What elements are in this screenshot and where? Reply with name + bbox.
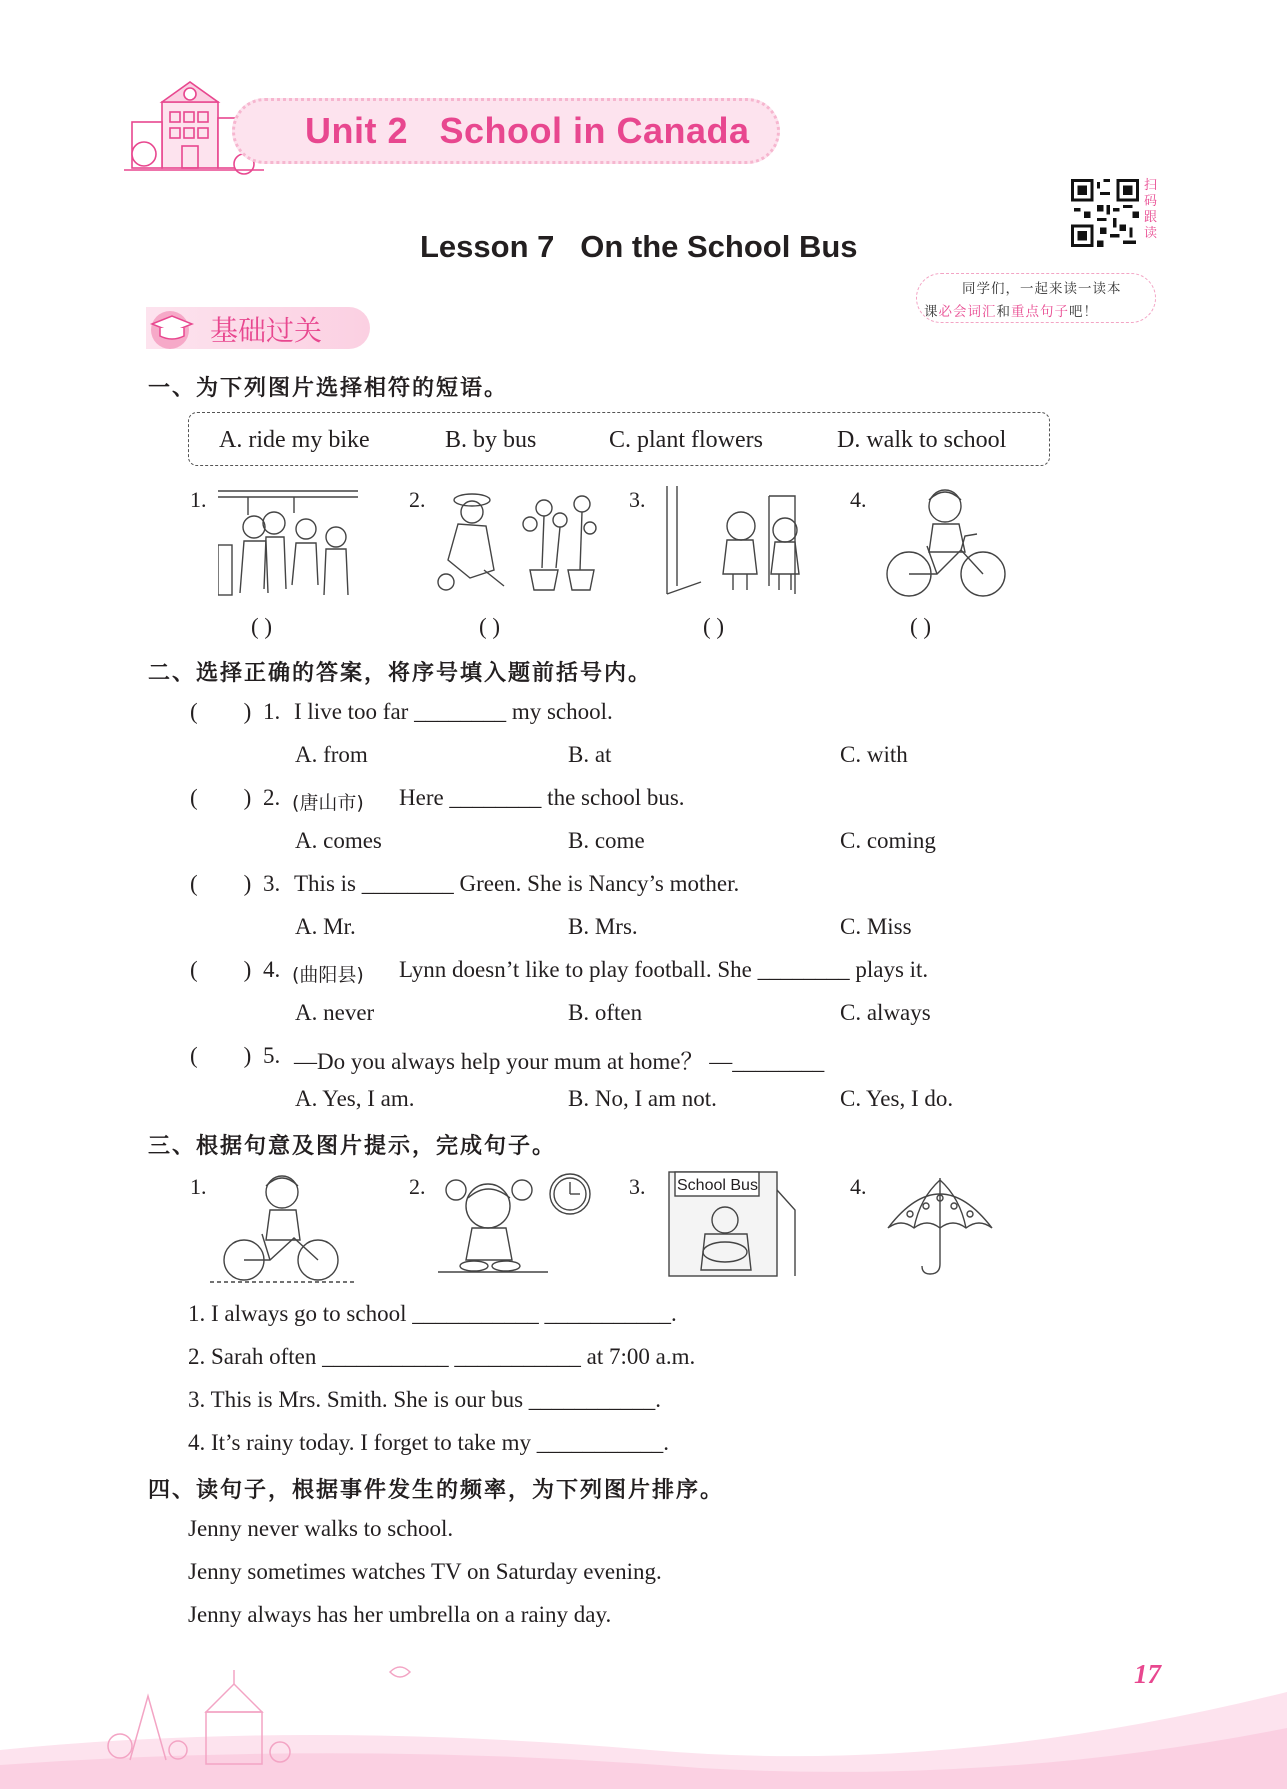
choice-c: C. Miss (840, 914, 912, 939)
item-number: 4. (850, 1174, 867, 1199)
question-source: (唐山市) (292, 792, 364, 814)
choice-b: B. No, I am not. (568, 1086, 717, 1111)
unit-title: Unit 2 School in Canada (305, 110, 750, 151)
answer-blank[interactable]: ( ) (190, 699, 252, 724)
choice-c: C. with (840, 742, 908, 767)
tip-line-1: 同学们，一起来读一读本 (962, 281, 1122, 297)
answer-blank[interactable]: ( ) (910, 614, 932, 639)
choice-c: C. coming (840, 828, 936, 853)
question-number: 1. (263, 699, 281, 724)
part2-heading: 二、选择正确的答案，将序号填入题前括号内。 (148, 661, 653, 686)
item-number: 4. (850, 487, 867, 512)
graduation-cap-icon (146, 306, 198, 350)
question-number: 5. (263, 1043, 281, 1068)
answer-blank[interactable]: ( ) (190, 785, 252, 810)
choice-a: A. Yes, I am. (295, 1086, 415, 1111)
item-number: 1. (190, 1174, 207, 1199)
fill-sentence-4: 4. It’s rainy today. I forget to take my ___________. (188, 1430, 670, 1455)
fill-sentence-3: 3. This is Mrs. Smith. She is our bus ___________. (188, 1387, 662, 1412)
answer-blank[interactable]: ( ) (251, 614, 273, 639)
reading-sentence-2: Jenny sometimes watches TV on Saturday evening. (188, 1559, 662, 1584)
footer-decoration (0, 1600, 1287, 1789)
item-number: 2. (409, 487, 426, 512)
option-d: D. walk to school (837, 427, 1007, 453)
answer-blank[interactable]: ( ) (479, 614, 501, 639)
choice-b: B. Mrs. (568, 914, 638, 939)
page-number: 17 (1134, 1659, 1161, 1689)
choice-c: C. always (840, 1000, 931, 1025)
school-bus-sign: School Bus (677, 1177, 758, 1194)
people-on-bus-image (218, 485, 358, 600)
section-title: 基础过关 (210, 314, 323, 347)
reading-sentence-1: Jenny never walks to school. (188, 1516, 454, 1541)
choice-c: C. Yes, I do. (840, 1086, 954, 1111)
choice-a: A. comes (295, 828, 382, 853)
qr-code-icon[interactable] (1071, 179, 1139, 247)
children-walking-image (661, 486, 819, 596)
tip-text: 课 (924, 304, 939, 320)
item-number: 2. (409, 1174, 426, 1199)
question-number: 3. (263, 871, 281, 896)
answer-blank[interactable]: ( ) (190, 1043, 252, 1068)
option-b: B. by bus (445, 427, 537, 453)
boy-on-bike-image (210, 1170, 355, 1285)
reading-sentence-3: Jenny always has her umbrella on a rainy day. (188, 1602, 612, 1627)
umbrella-image (880, 1168, 1000, 1283)
scan-to-read-label: 扫码跟读 (1144, 178, 1158, 241)
tip-highlight: 重点句子 (1011, 304, 1069, 320)
part1-heading: 一、为下列图片选择相符的短语。 (148, 376, 509, 401)
question-text: I live too far ________ my school. (294, 699, 613, 724)
fill-sentence-2: 2. Sarah often ___________ ___________ at 7:00 a.m. (188, 1344, 696, 1369)
option-c: C. plant flowers (609, 427, 763, 453)
answer-blank[interactable]: ( ) (703, 614, 725, 639)
tip-text: 吧！ (1069, 304, 1098, 320)
girl-eating-breakfast-image (438, 1170, 598, 1280)
planting-flowers-image (434, 490, 604, 595)
answer-blank[interactable]: ( ) (190, 957, 252, 982)
tip-highlight: 必会词汇 (938, 304, 997, 320)
answer-blank[interactable]: ( ) (190, 871, 252, 896)
question-number: 2. (263, 785, 281, 810)
question-number: 4. (263, 957, 281, 982)
item-number: 3. (629, 487, 646, 512)
question-source: (曲阳县) (292, 964, 364, 986)
tip-text: 和 (996, 304, 1011, 320)
question-text: This is ________ Green. She is Nancy’s mother. (294, 871, 740, 896)
choice-a: A. from (295, 742, 368, 767)
fill-sentence-1: 1. I always go to school ___________ ___________. (188, 1301, 677, 1326)
option-a: A. ride my bike (219, 427, 370, 453)
item-number: 1. (190, 487, 207, 512)
question-text: —Do you always help your mum at home？ —________ (294, 1049, 825, 1074)
choice-b: B. often (568, 1000, 643, 1025)
question-text: Here ________ the school bus. (399, 785, 685, 810)
item-number: 3. (629, 1174, 646, 1199)
choice-b: B. come (568, 828, 645, 853)
lesson-title: Lesson 7 On the School Bus (420, 229, 858, 264)
boy-riding-bike-image (883, 486, 1008, 601)
choice-b: B. at (568, 742, 612, 767)
question-text: Lynn doesn’t like to play football. She ________ plays it. (399, 957, 929, 982)
choice-a: A. never (295, 1000, 375, 1025)
tip-line-2 (924, 300, 1098, 320)
part4-heading: 四、读句子，根据事件发生的频率，为下列图片排序。 (148, 1478, 725, 1503)
choice-a: A. Mr. (295, 914, 356, 939)
part3-heading: 三、根据句意及图片提示，完成句子。 (148, 1134, 557, 1159)
